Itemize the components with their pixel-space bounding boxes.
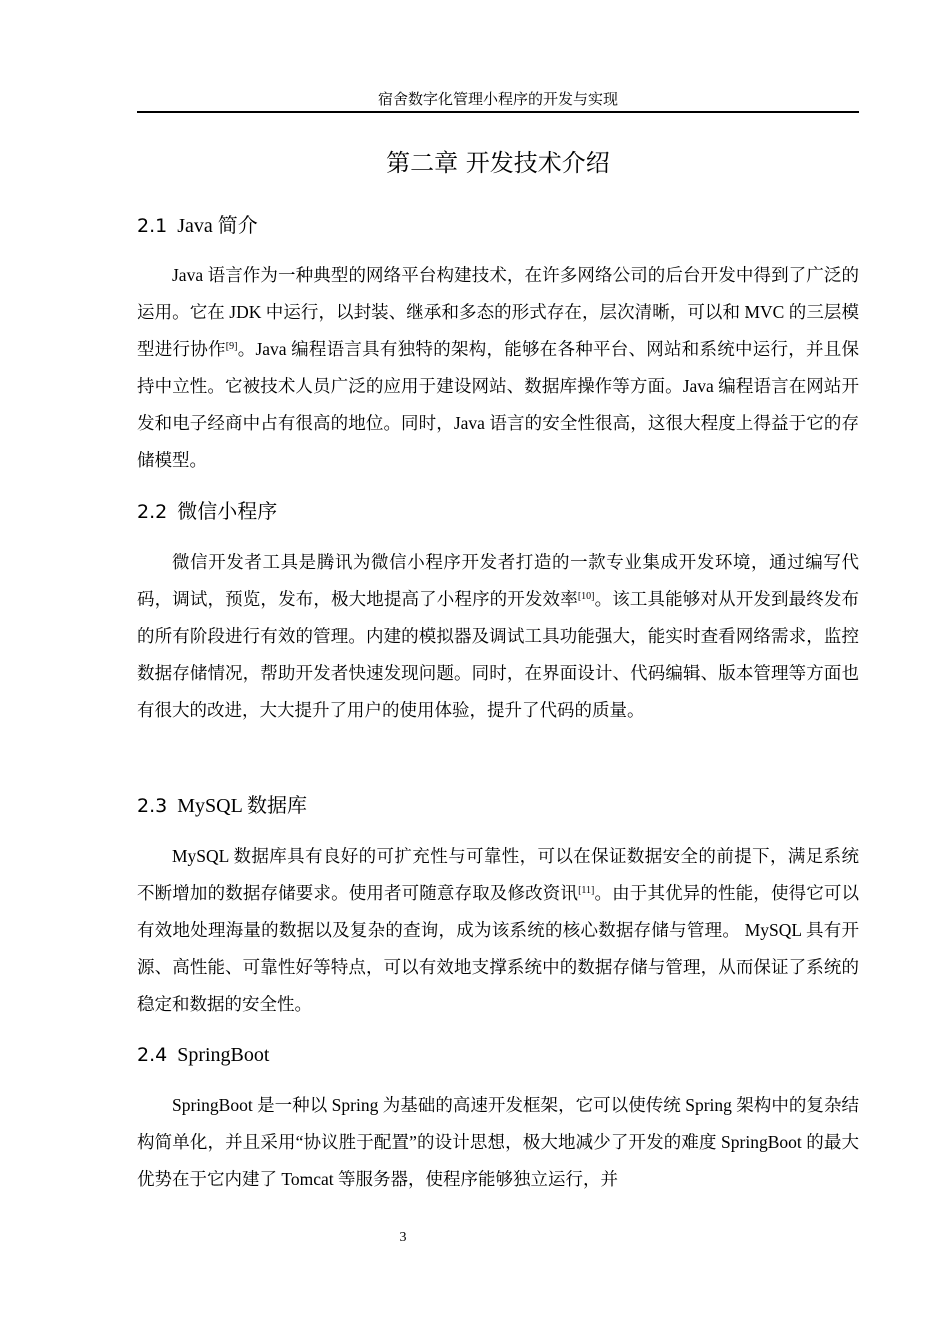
section-title: SpringBoot — [177, 1044, 270, 1066]
section-number: 2.2 — [137, 501, 168, 523]
section-heading-2-4 — [137, 1041, 859, 1069]
paragraph-java — [137, 257, 859, 479]
paragraph-mysql — [137, 838, 859, 1023]
section-title: Java 简介 — [177, 215, 258, 237]
header-rule — [137, 111, 859, 113]
section-title: MySQL 数据库 — [177, 795, 308, 817]
citation-ref: [9] — [225, 341, 238, 352]
running-header: 宿舍数字化管理小程序的开发与实现 — [377, 92, 618, 108]
paragraph-text: 微信开发者工具是腾讯为微信小程序开发者打造的一款专业集成开发环境，通过编写代码，调试，预览，发布，极大地提高了小程序的开发效率 — [137, 552, 859, 609]
paragraph-springboot — [137, 1087, 859, 1198]
paragraph-text: 。该工具能够对从开发到最终发布的所有阶段进行有效的管理。内建的模拟器及调试工具功能强大，能实时查看网络需求，监控数据存储情况，帮助开发者快速发现问题。同时，在界面设计、代码编辑、版本管理等方面也有很大的改进，大大提升了用户的使用体验，提升了代码的质量。 — [137, 589, 859, 720]
page-number: 3 — [399, 1230, 407, 1245]
section-title: 微信小程序 — [177, 501, 278, 523]
section-heading-2-3 — [137, 792, 859, 820]
citation-ref: [10] — [577, 591, 595, 602]
chapter-title: 第二章 开发技术介绍 — [386, 149, 610, 177]
section-number: 2.4 — [137, 1044, 168, 1066]
section-number: 2.3 — [137, 795, 168, 817]
paragraph-text: 。Java 编程语言具有独特的架构，能够在各种平台、网站和系统中运行，并且保持中立性。它被技术人员广泛的应用于建设网站、数据库操作等方面。Java 编程语言在网站开发和电子经商中占有很高的地位。同时，Java 语言的安全性很高，这很大程度上得益于它的存储模型。 — [137, 339, 860, 470]
section-heading-2-2 — [137, 498, 859, 526]
paragraph-text: Java 语言作为一种典型的网络平台构建技术，在许多网络公司的后台开发中得到了广泛的运用。它在 JDK 中运行，以封装、继承和多态的形式存在，层次清晰，可以和 MVC 的三层模型进行协作 — [137, 265, 859, 359]
paragraph-text: 。由于其优异的性能，使得它可以有效地处理海量的数据以及复杂的查询，成为该系统的核心数据存储与管理。 MySQL 具有开源、高性能、可靠性好等特点，可以有效地支撑系统中的数据存储与管理，从而保证了系统的稳定和数据的安全性。 — [137, 883, 860, 1014]
citation-ref: [11] — [578, 885, 595, 896]
section-number: 2.1 — [137, 215, 168, 237]
paragraph-text: MySQL 数据库具有良好的可扩充性与可靠性，可以在保证数据安全的前提下，满足系统不断增加的数据存储要求。使用者可随意存取及修改资讯 — [137, 846, 859, 903]
section-heading-2-1 — [137, 212, 859, 240]
paragraph-text: SpringBoot 是一种以 Spring 为基础的高速开发框架，它可以使传统 Spring 架构中的复杂结构简单化，并且采用“协议胜于配置”的设计思想，极大地减少了开发的难度 SpringBoot 的最大优势在于它内建了 Tomcat 等服务器，使程序能够独立运行，并 — [137, 1095, 859, 1189]
paragraph-wechat-miniprogram — [137, 544, 859, 729]
